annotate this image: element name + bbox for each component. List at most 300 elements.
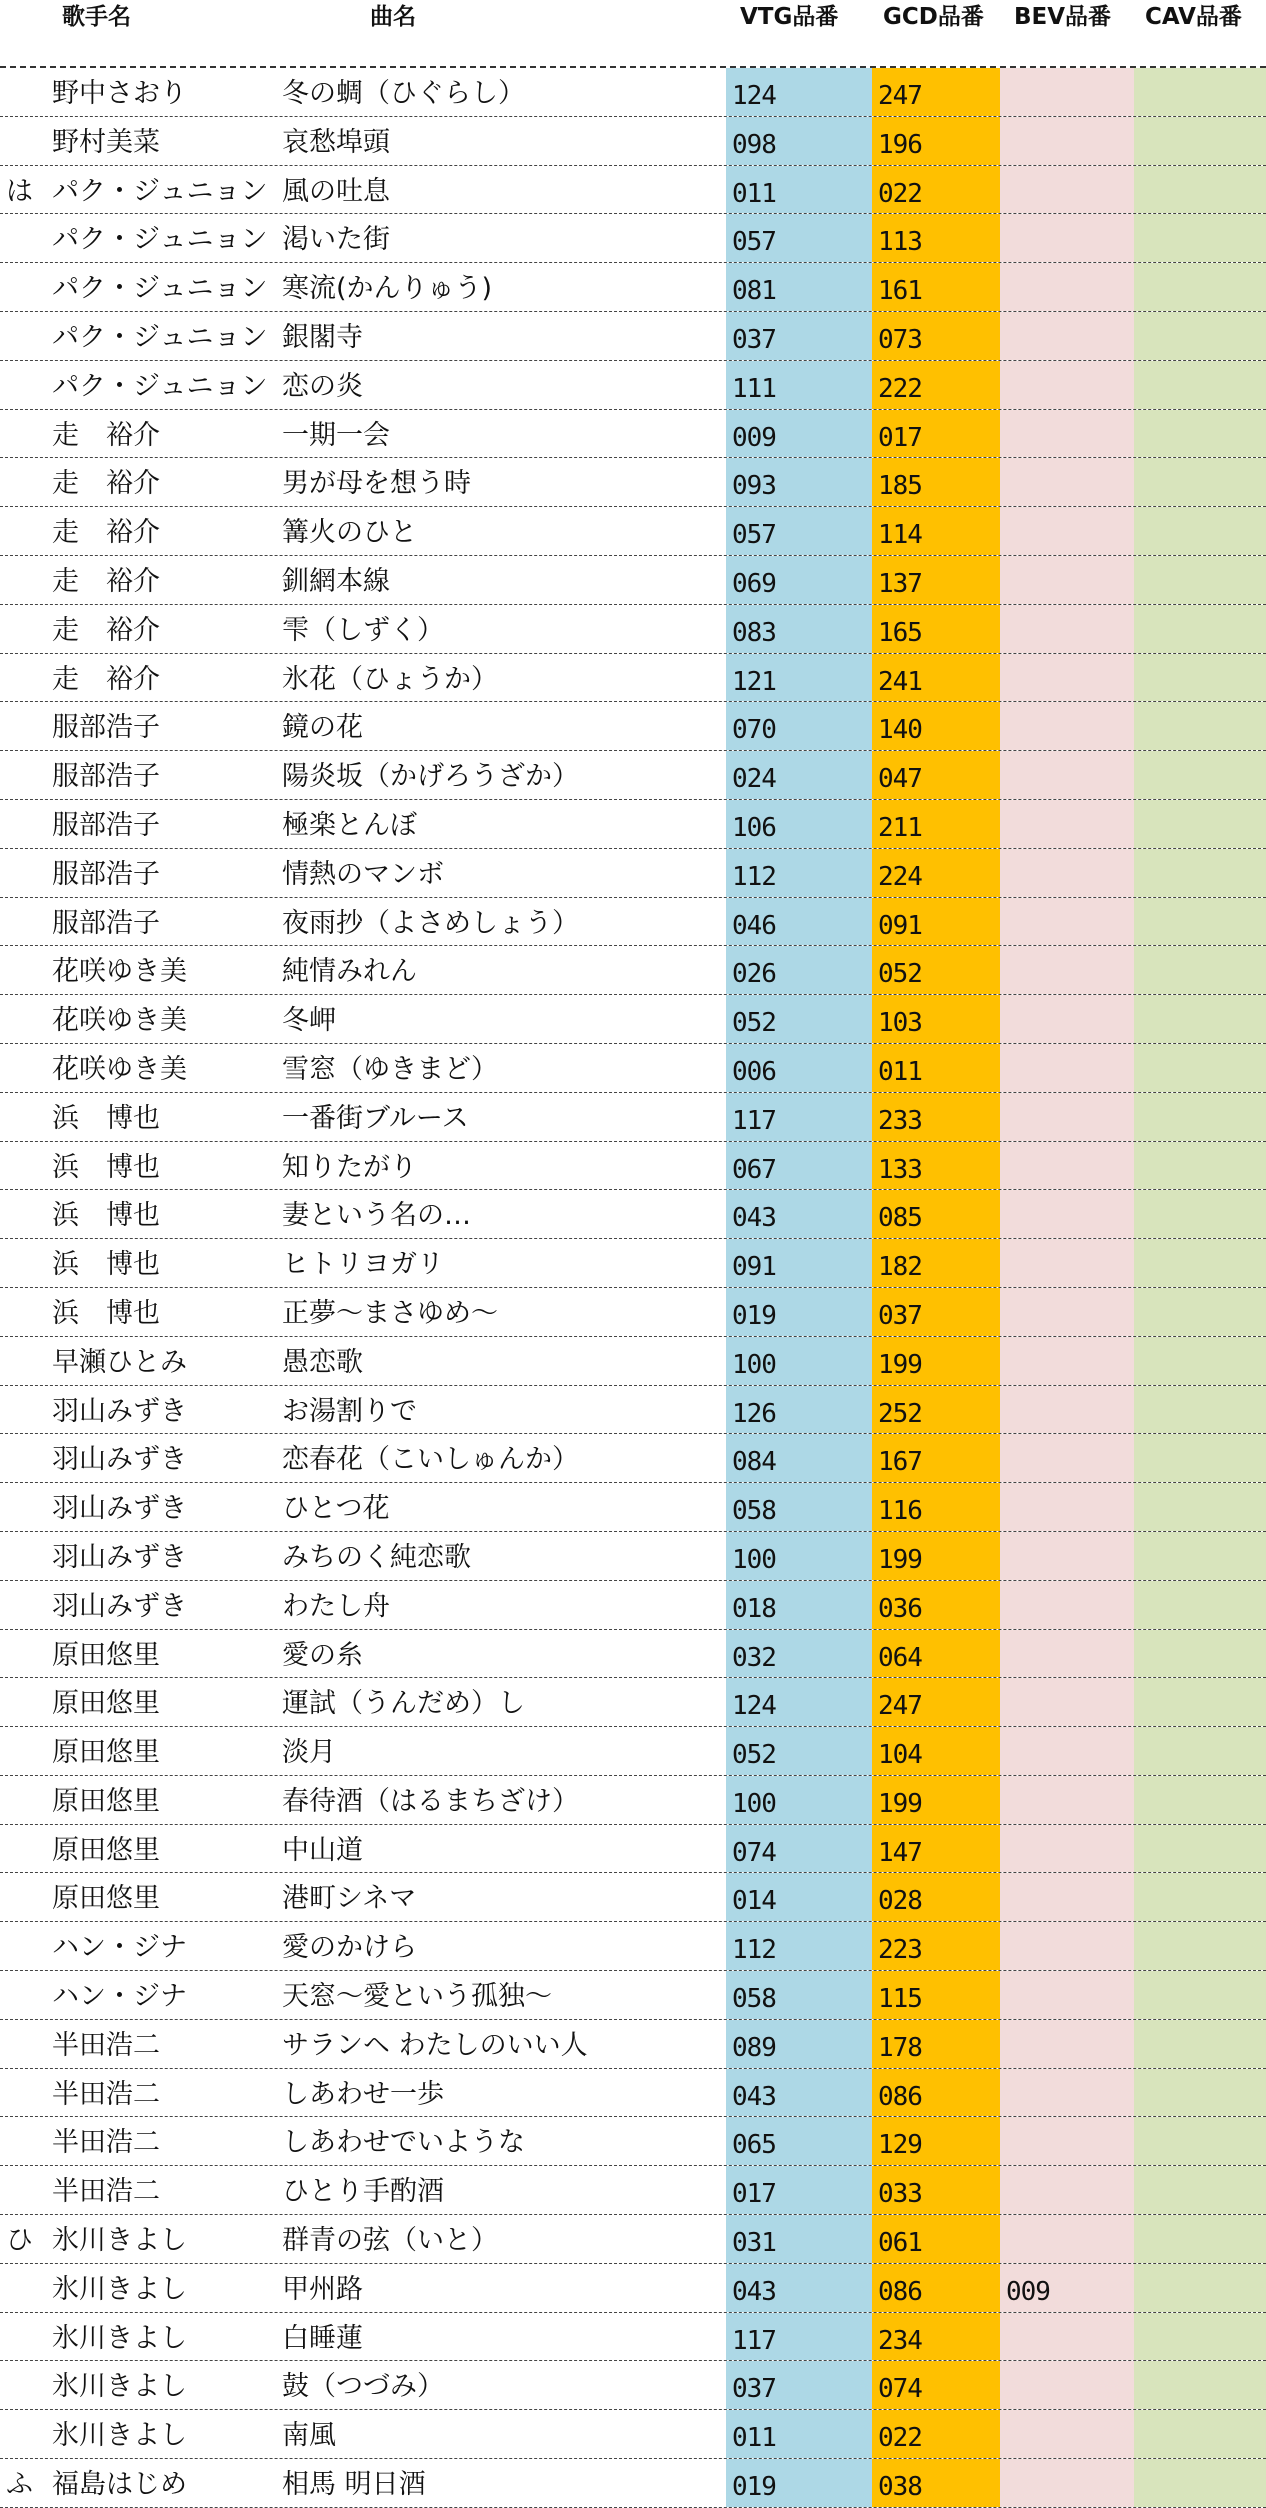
table-row <box>0 2117 1266 2166</box>
gcd-cell: 091 <box>872 898 1000 946</box>
song-cell: 愛の糸 <box>282 1639 363 1671</box>
song-cell: 冬岬 <box>282 1005 336 1037</box>
table-row <box>0 117 1266 166</box>
bev-cell <box>1000 995 1134 1043</box>
cav-cell <box>1134 1093 1266 1141</box>
bev-cell: 009 <box>1000 2264 1134 2312</box>
cav-cell <box>1134 68 1266 116</box>
table-row <box>0 1776 1266 1825</box>
index-letter: ひ <box>6 2225 33 2257</box>
vtg-cell: 019 <box>726 2459 872 2507</box>
table-row <box>0 1678 1266 1727</box>
vtg-cell: 018 <box>726 1581 872 1629</box>
artist-cell: 原田悠里 <box>52 1737 160 1769</box>
cav-cell <box>1134 312 1266 360</box>
gcd-cell: 022 <box>872 2410 1000 2458</box>
song-cell: 恋の炎 <box>282 370 363 402</box>
bev-cell <box>1000 1678 1134 1726</box>
index-letter <box>6 361 46 409</box>
vtg-cell: 093 <box>726 458 872 506</box>
gcd-cell: 104 <box>872 1727 1000 1775</box>
song-cell: 極楽とんぼ <box>282 809 417 841</box>
gcd-cell: 073 <box>872 312 1000 360</box>
index-letter <box>6 946 46 994</box>
song-cell: 愛のかけら <box>282 1932 417 1964</box>
cav-cell <box>1134 166 1266 214</box>
table-row <box>0 2069 1266 2118</box>
artist-cell: 浜 博也 <box>52 1249 160 1281</box>
gcd-cell: 036 <box>872 1581 1000 1629</box>
cav-cell <box>1134 1922 1266 1970</box>
vtg-cell: 057 <box>726 214 872 262</box>
gcd-cell: 028 <box>872 1873 1000 1921</box>
table-row <box>0 556 1266 605</box>
song-cell: 妻という名の… <box>282 1200 471 1232</box>
cav-cell <box>1134 1239 1266 1287</box>
cav-cell <box>1134 361 1266 409</box>
table-row <box>0 1239 1266 1288</box>
gcd-cell: 199 <box>872 1776 1000 1824</box>
artist-cell: 氷川きよし <box>52 2420 187 2452</box>
gcd-cell: 074 <box>872 2361 1000 2409</box>
table-row <box>0 2410 1266 2459</box>
cav-cell <box>1134 702 1266 750</box>
table-row <box>0 507 1266 556</box>
gcd-cell: 022 <box>872 166 1000 214</box>
bev-cell <box>1000 605 1134 653</box>
bev-cell <box>1000 2361 1134 2409</box>
song-cell: 春待酒（はるまちざけ） <box>282 1785 579 1817</box>
cav-cell <box>1134 898 1266 946</box>
song-cell: 正夢～まさゆめ～ <box>282 1297 498 1329</box>
vtg-cell: 091 <box>726 1239 872 1287</box>
table-row <box>0 2264 1266 2313</box>
table-row <box>0 1825 1266 1874</box>
vtg-cell: 112 <box>726 849 872 897</box>
table-row <box>0 2215 1266 2264</box>
gcd-cell: 140 <box>872 702 1000 750</box>
gcd-cell: 234 <box>872 2313 1000 2361</box>
header-bev: BEV品番 <box>1014 4 1112 30</box>
table-row <box>0 605 1266 654</box>
index-letter <box>6 1288 46 1336</box>
index-letter <box>6 1386 46 1434</box>
vtg-cell: 011 <box>726 166 872 214</box>
index-letter <box>6 2069 46 2117</box>
bev-cell <box>1000 654 1134 702</box>
index-letter <box>6 2410 46 2458</box>
gcd-cell: 047 <box>872 751 1000 799</box>
gcd-cell: 017 <box>872 410 1000 458</box>
gcd-cell: 103 <box>872 995 1000 1043</box>
artist-cell: 氷川きよし <box>52 2273 187 2305</box>
song-cell: 天窓～愛という孤独～ <box>282 1981 552 2013</box>
bev-cell <box>1000 507 1134 555</box>
vtg-cell: 089 <box>726 2020 872 2068</box>
vtg-cell: 126 <box>726 1386 872 1434</box>
index-letter <box>6 312 46 360</box>
song-cell: 雪窓（ゆきまど） <box>282 1053 498 1085</box>
bev-cell <box>1000 410 1134 458</box>
bev-cell <box>1000 946 1134 994</box>
vtg-cell: 121 <box>726 654 872 702</box>
vtg-cell: 124 <box>726 1678 872 1726</box>
song-cell: みちのく純恋歌 <box>282 1541 471 1573</box>
gcd-cell: 247 <box>872 68 1000 116</box>
artist-cell: 半田浩二 <box>52 2176 160 2208</box>
cav-cell <box>1134 2264 1266 2312</box>
bev-cell <box>1000 1483 1134 1531</box>
gcd-cell: 061 <box>872 2215 1000 2263</box>
gcd-cell: 247 <box>872 1678 1000 1726</box>
bev-cell <box>1000 1971 1134 2019</box>
song-cell: わたし舟 <box>282 1590 390 1622</box>
bev-cell <box>1000 751 1134 799</box>
gcd-cell: 252 <box>872 1386 1000 1434</box>
vtg-cell: 011 <box>726 2410 872 2458</box>
table-row <box>0 1434 1266 1483</box>
table-row <box>0 654 1266 703</box>
gcd-cell: 224 <box>872 849 1000 897</box>
vtg-cell: 024 <box>726 751 872 799</box>
index-letter <box>6 849 46 897</box>
artist-cell: 花咲ゆき美 <box>52 1005 187 1037</box>
bev-cell <box>1000 1288 1134 1336</box>
table-row <box>0 68 1266 117</box>
artist-cell: 服部浩子 <box>52 809 160 841</box>
cav-cell <box>1134 946 1266 994</box>
bev-cell <box>1000 1239 1134 1287</box>
index-letter <box>6 1678 46 1726</box>
gcd-cell: 086 <box>872 2264 1000 2312</box>
vtg-cell: 106 <box>726 800 872 848</box>
gcd-cell: 115 <box>872 1971 1000 2019</box>
song-cell: ひとつ花 <box>282 1493 390 1525</box>
gcd-cell: 182 <box>872 1239 1000 1287</box>
gcd-cell: 199 <box>872 1532 1000 1580</box>
vtg-cell: 117 <box>726 1093 872 1141</box>
cav-cell <box>1134 1288 1266 1336</box>
song-cell: 渇いた街 <box>282 224 390 256</box>
vtg-cell: 058 <box>726 1971 872 2019</box>
table-header <box>0 0 1266 68</box>
song-cell: 純情みれん <box>282 956 417 988</box>
table-row <box>0 2313 1266 2362</box>
vtg-cell: 006 <box>726 1044 872 1092</box>
table-row <box>0 800 1266 849</box>
vtg-cell: 065 <box>726 2117 872 2165</box>
vtg-cell: 124 <box>726 68 872 116</box>
vtg-cell: 084 <box>726 1434 872 1482</box>
table-row <box>0 1093 1266 1142</box>
artist-cell: ハン・ジナ <box>52 1981 187 2013</box>
cav-cell <box>1134 2215 1266 2263</box>
artist-cell: パク・ジュニョン <box>52 224 268 256</box>
vtg-cell: 043 <box>726 2264 872 2312</box>
artist-cell: 半田浩二 <box>52 2127 160 2159</box>
index-letter <box>6 1483 46 1531</box>
bev-cell <box>1000 800 1134 848</box>
index-letter <box>6 1093 46 1141</box>
artist-cell: 走 裕介 <box>52 614 160 646</box>
gcd-cell: 064 <box>872 1630 1000 1678</box>
bev-cell <box>1000 2117 1134 2165</box>
index-letter <box>6 702 46 750</box>
index-letter <box>6 1044 46 1092</box>
gcd-cell: 052 <box>872 946 1000 994</box>
vtg-cell: 037 <box>726 312 872 360</box>
cav-cell <box>1134 2166 1266 2214</box>
song-cell: 甲州路 <box>282 2273 363 2305</box>
bev-cell <box>1000 556 1134 604</box>
gcd-cell: 086 <box>872 2069 1000 2117</box>
table-row <box>0 2361 1266 2410</box>
artist-cell: 浜 博也 <box>52 1200 160 1232</box>
cav-cell <box>1134 2117 1266 2165</box>
song-cell: 寒流(かんりゅう) <box>282 273 493 305</box>
song-cell: しあわせでいような <box>282 2127 525 2159</box>
vtg-cell: 052 <box>726 995 872 1043</box>
song-cell: 銀閣寺 <box>282 321 363 353</box>
vtg-cell: 081 <box>726 263 872 311</box>
artist-cell: 浜 博也 <box>52 1151 160 1183</box>
cav-cell <box>1134 2020 1266 2068</box>
vtg-cell: 100 <box>726 1337 872 1385</box>
cav-cell <box>1134 2313 1266 2361</box>
index-letter <box>6 2361 46 2409</box>
song-cell: 風の吐息 <box>282 175 390 207</box>
table-row <box>0 1483 1266 1532</box>
table-row <box>0 1922 1266 1971</box>
artist-cell: 羽山みずき <box>52 1590 187 1622</box>
index-letter <box>6 1825 46 1873</box>
artist-cell: 走 裕介 <box>52 517 160 549</box>
artist-cell: 羽山みずき <box>52 1395 187 1427</box>
gcd-cell: 222 <box>872 361 1000 409</box>
cav-cell <box>1134 1434 1266 1482</box>
bev-cell <box>1000 458 1134 506</box>
artist-cell: 服部浩子 <box>52 907 160 939</box>
vtg-cell: 074 <box>726 1825 872 1873</box>
index-letter <box>6 2020 46 2068</box>
bev-cell <box>1000 849 1134 897</box>
song-cell: 雫（しずく） <box>282 614 444 646</box>
cav-cell <box>1134 800 1266 848</box>
vtg-cell: 057 <box>726 507 872 555</box>
table-row <box>0 1532 1266 1581</box>
gcd-cell: 038 <box>872 2459 1000 2507</box>
artist-cell: パク・ジュニョン <box>52 175 268 207</box>
cav-cell <box>1134 654 1266 702</box>
index-letter <box>6 995 46 1043</box>
vtg-cell: 067 <box>726 1142 872 1190</box>
table-row <box>0 1044 1266 1093</box>
index-letter: ふ <box>6 2469 33 2501</box>
song-cell: 情熱のマンボ <box>282 858 444 890</box>
table-row <box>0 410 1266 459</box>
artist-cell: 服部浩子 <box>52 761 160 793</box>
cav-cell <box>1134 751 1266 799</box>
index-letter: は <box>6 175 33 207</box>
song-cell: 夜雨抄（よさめしょう） <box>282 907 579 939</box>
cav-cell <box>1134 117 1266 165</box>
vtg-cell: 032 <box>726 1630 872 1678</box>
artist-cell: ハン・ジナ <box>52 1932 187 1964</box>
gcd-cell: 085 <box>872 1190 1000 1238</box>
table-row <box>0 751 1266 800</box>
artist-cell: 半田浩二 <box>52 2029 160 2061</box>
gcd-cell: 116 <box>872 1483 1000 1531</box>
bev-cell <box>1000 1727 1134 1775</box>
bev-cell <box>1000 1581 1134 1629</box>
gcd-cell: 133 <box>872 1142 1000 1190</box>
artist-cell: 原田悠里 <box>52 1688 160 1720</box>
header-vtg: VTG品番 <box>740 4 839 30</box>
bev-cell <box>1000 898 1134 946</box>
cav-cell <box>1134 1873 1266 1921</box>
table-row <box>0 2459 1266 2508</box>
bev-cell <box>1000 2069 1134 2117</box>
gcd-cell: 178 <box>872 2020 1000 2068</box>
artist-cell: 原田悠里 <box>52 1834 160 1866</box>
gcd-cell: 167 <box>872 1434 1000 1482</box>
table-row <box>0 1971 1266 2020</box>
vtg-cell: 083 <box>726 605 872 653</box>
cav-cell <box>1134 2069 1266 2117</box>
header-gcd: GCD品番 <box>883 4 984 30</box>
song-cell: サランヘ わたしのいい人 <box>282 2029 588 2061</box>
gcd-cell: 161 <box>872 263 1000 311</box>
gcd-cell: 211 <box>872 800 1000 848</box>
artist-cell: 原田悠里 <box>52 1639 160 1671</box>
song-cell: 白睡蓮 <box>282 2322 363 2354</box>
vtg-cell: 043 <box>726 2069 872 2117</box>
vtg-cell: 031 <box>726 2215 872 2263</box>
bev-cell <box>1000 1873 1134 1921</box>
song-cell: 一期一会 <box>282 419 390 451</box>
cav-cell <box>1134 995 1266 1043</box>
vtg-cell: 037 <box>726 2361 872 2409</box>
bev-cell <box>1000 1142 1134 1190</box>
header-artist: 歌手名 <box>62 4 131 30</box>
table-row <box>0 312 1266 361</box>
cav-cell <box>1134 1532 1266 1580</box>
artist-cell: パク・ジュニョン <box>52 273 268 305</box>
artist-cell: 走 裕介 <box>52 565 160 597</box>
bev-cell <box>1000 1532 1134 1580</box>
gcd-cell: 033 <box>872 2166 1000 2214</box>
artist-cell: 羽山みずき <box>52 1493 187 1525</box>
song-cell: 港町シネマ <box>282 1883 417 1915</box>
artist-cell: 羽山みずき <box>52 1444 187 1476</box>
vtg-cell: 070 <box>726 702 872 750</box>
table-row <box>0 458 1266 507</box>
index-letter <box>6 117 46 165</box>
artist-cell: 半田浩二 <box>52 2078 160 2110</box>
artist-cell: 浜 博也 <box>52 1297 160 1329</box>
index-letter <box>6 2264 46 2312</box>
artist-cell: 氷川きよし <box>52 2322 187 2354</box>
index-letter <box>6 2313 46 2361</box>
index-letter <box>6 1971 46 2019</box>
index-letter <box>6 654 46 702</box>
vtg-cell: 058 <box>726 1483 872 1531</box>
index-letter <box>6 556 46 604</box>
artist-cell: パク・ジュニョン <box>52 370 268 402</box>
bev-cell <box>1000 2020 1134 2068</box>
song-cell: 鼓（つづみ） <box>282 2371 444 2403</box>
gcd-cell: 223 <box>872 1922 1000 1970</box>
index-letter <box>6 751 46 799</box>
table-row <box>0 214 1266 263</box>
song-table <box>0 68 1266 2508</box>
vtg-cell: 026 <box>726 946 872 994</box>
artist-cell: 服部浩子 <box>52 712 160 744</box>
index-letter <box>6 1239 46 1287</box>
table-row <box>0 1630 1266 1679</box>
artist-cell: 走 裕介 <box>52 663 160 695</box>
table-row <box>0 1190 1266 1239</box>
table-row <box>0 1386 1266 1435</box>
header-cav: CAV品番 <box>1145 4 1242 30</box>
table-row <box>0 702 1266 751</box>
header-song: 曲名 <box>370 4 416 30</box>
cav-cell <box>1134 1825 1266 1873</box>
bev-cell <box>1000 2215 1134 2263</box>
artist-cell: 浜 博也 <box>52 1102 160 1134</box>
artist-cell: 野村美菜 <box>52 126 160 158</box>
vtg-cell: 017 <box>726 2166 872 2214</box>
song-cell: 南風 <box>282 2420 336 2452</box>
cav-cell <box>1134 214 1266 262</box>
bev-cell <box>1000 68 1134 116</box>
table-row <box>0 995 1266 1044</box>
artist-cell: 野中さおり <box>52 78 187 109</box>
bev-cell <box>1000 214 1134 262</box>
gcd-cell: 129 <box>872 2117 1000 2165</box>
bev-cell <box>1000 2166 1134 2214</box>
song-cell: 篝火のひと <box>282 517 417 549</box>
index-letter <box>6 1581 46 1629</box>
bev-cell <box>1000 1386 1134 1434</box>
bev-cell <box>1000 1190 1134 1238</box>
song-cell: 鏡の花 <box>282 712 363 744</box>
artist-cell: 早瀬ひとみ <box>52 1346 187 1378</box>
vtg-cell: 009 <box>726 410 872 458</box>
index-letter <box>6 605 46 653</box>
table-row <box>0 2020 1266 2069</box>
bev-cell <box>1000 1337 1134 1385</box>
song-cell: 知りたがり <box>282 1151 417 1183</box>
song-cell: しあわせ一歩 <box>282 2078 444 2110</box>
cav-cell <box>1134 605 1266 653</box>
table-row <box>0 946 1266 995</box>
index-letter <box>6 2166 46 2214</box>
cav-cell <box>1134 1142 1266 1190</box>
song-cell: 陽炎坂（かげろうざか） <box>282 761 579 793</box>
bev-cell <box>1000 1825 1134 1873</box>
gcd-cell: 241 <box>872 654 1000 702</box>
index-letter <box>6 1922 46 1970</box>
gcd-cell: 165 <box>872 605 1000 653</box>
vtg-cell: 112 <box>726 1922 872 1970</box>
song-cell: 淡月 <box>282 1737 336 1769</box>
vtg-cell: 111 <box>726 361 872 409</box>
vtg-cell: 069 <box>726 556 872 604</box>
index-letter <box>6 458 46 506</box>
index-letter <box>6 800 46 848</box>
bev-cell <box>1000 263 1134 311</box>
